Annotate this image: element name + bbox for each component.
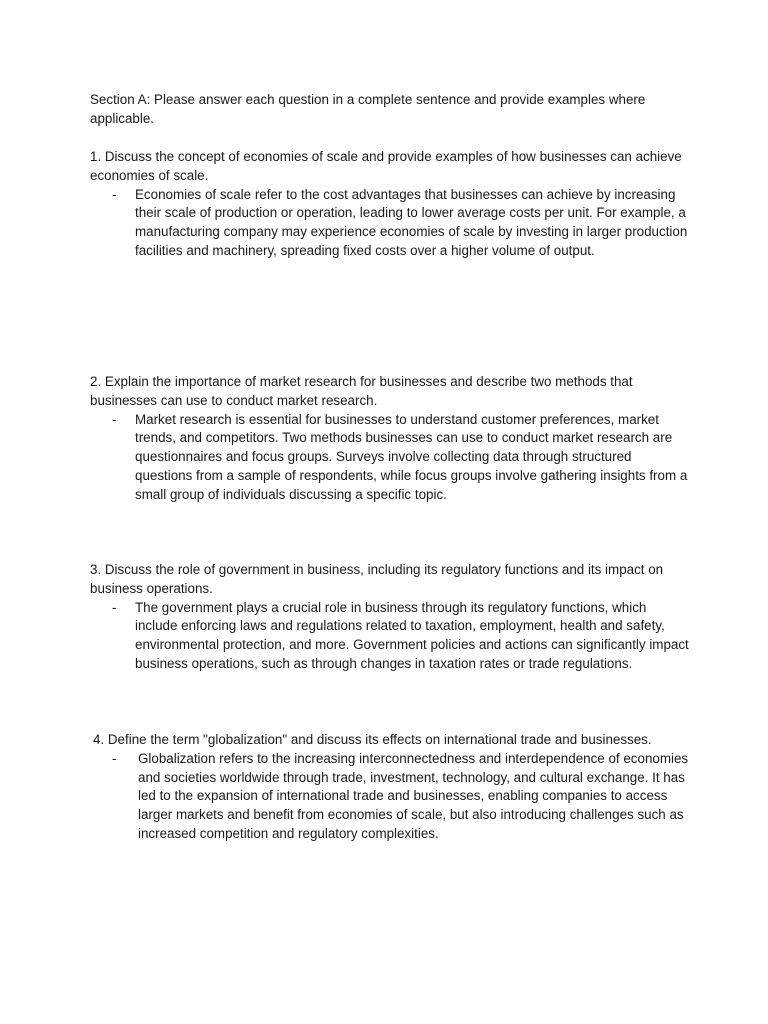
answer-3-bullet: - xyxy=(112,599,117,615)
question-3-text: 3. Discuss the role of government in business, including its regulatory functions and its impact on business operations. xyxy=(90,562,664,596)
question-2 xyxy=(90,373,690,505)
question-2-text: 2. Explain the importance of market research for businesses and describe two methods that businesses can use to conduct market research. xyxy=(90,374,633,408)
answer-2-bullet: - xyxy=(112,411,117,427)
answer-2-text: Market research is essential for businesses to understand customer preferences, market trends, and competitors. Two methods businesses can use to conduct market research are questionnaires and focus groups. Surveys involve collecting data through structured questions from a sample of respondents, while focus groups involve gathering insights from a small group of individuals discussing a specific topic. xyxy=(135,411,688,502)
section-instructions-text: Section A: Please answer each question in a complete sentence and provide examples where applicable. xyxy=(90,92,646,126)
answer-3 xyxy=(90,599,690,674)
question-4 xyxy=(90,731,690,844)
answer-1-bullet: - xyxy=(112,186,117,202)
answer-2 xyxy=(90,411,690,505)
answer-4 xyxy=(90,750,690,844)
answer-4-text: Globalization refers to the increasing interconnectedness and interdependence of economies and societies worldwide through trade, investment, technology, and cultural exchange. It has led to the expansion of international trade and businesses, enabling companies to access larger markets and benefit from economies of scale, but also introducing challenges such as increased competition and regulatory complexities. xyxy=(138,750,689,841)
question-1 xyxy=(90,148,690,261)
answer-1 xyxy=(90,186,690,261)
answer-1-text: Economies of scale refer to the cost advantages that businesses can achieve by increasing their scale of production or operation, leading to lower average costs per unit. For example, a manufacturing company may experience economies of scale by investing in larger production facilities and machinery, spreading fixed costs over a higher volume of output. xyxy=(135,186,688,258)
question-1-text: 1. Discuss the concept of economies of scale and provide examples of how businesses can achieve economies of scale. xyxy=(90,149,682,183)
answer-3-text: The government plays a crucial role in business through its regulatory functions, which include enforcing laws and regulations related to taxation, employment, health and safety, environmental protection, and more. Government policies and actions can significantly impact business operations, such as through changes in taxation rates or trade regulations. xyxy=(135,599,689,671)
question-4-text: 4. Define the term "globalization" and discuss its effects on international trade and businesses. xyxy=(93,732,652,747)
answer-4-bullet: - xyxy=(112,750,117,766)
section-instructions xyxy=(90,91,690,129)
question-3 xyxy=(90,561,690,674)
